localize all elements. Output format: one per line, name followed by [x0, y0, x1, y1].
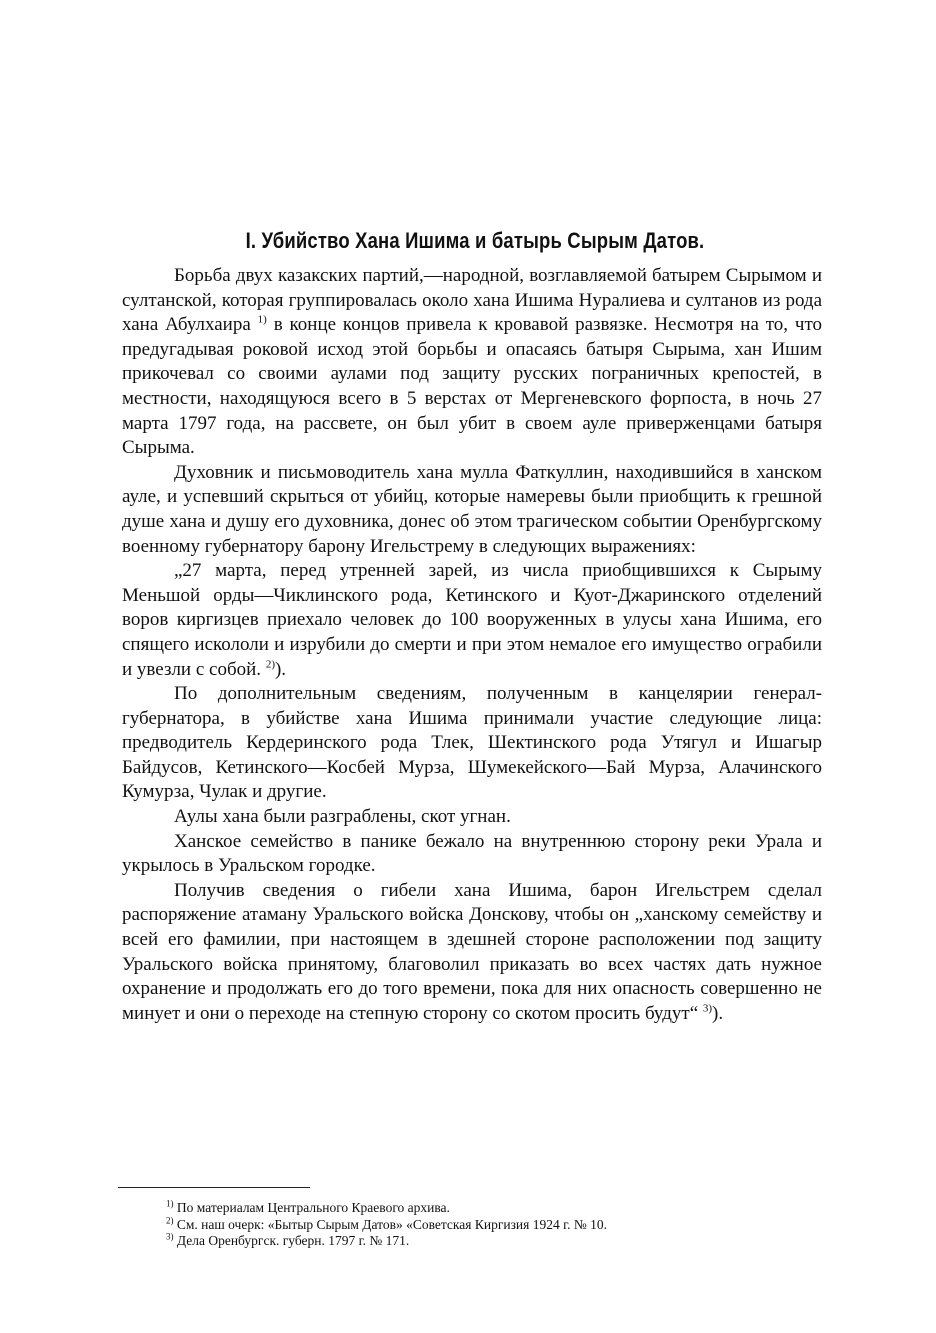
footnote-divider	[118, 1187, 310, 1188]
chapter-title: I. Убийство Хана Ишима и батырь Сырым Датов.	[245, 228, 705, 253]
paragraph-6: Ханское семейство в панике бежало на внутреннюю сторону реки Урала и укрылось в Уральском городке.	[122, 830, 822, 877]
paragraph-5: Аулы хана были разграблены, скот угнан.	[174, 806, 511, 828]
paragraph-7: Получив сведения о гибели хана Ишима, барон Игельстрем сделал распоряжение атаману Уральского войска Донскову, чтобы он „ханскому семейству и всей его фамилии, при настоящем в здешней стороне расположении под защиту Уральского войска принятому, благоволил приказать во всех частях дать нужное охранение и продолжать его до того времени, пока для них опасность совершенно не минует и они о переходе на степную сторону со скотом просить будут“ $^{3)}$).	[122, 879, 822, 1024]
footnote-ref-1: 1)	[257, 313, 267, 326]
main-text	[122, 264, 822, 1026]
footnote-2	[166, 1217, 846, 1234]
paragraph-1	[122, 264, 822, 461]
paragraph-4: По дополнительным сведениям, полученным в канцелярии генерал-губернатора, в убийстве хана Ишима принимали участие следующие лица: предводитель Кердеринского рода Тлек, Шектинского рода Утягул и Ишагыр Байдусов, Кетинского—Косбей Мурза, Шумекейского—Бай Мурза, Алачинского Кумурза, Чулак и другие.	[122, 683, 822, 803]
footnote-text: См. наш очерк: «Бытыр Сырым Датов» «Советская Киргизия 1924 г. № 10.	[176, 1216, 608, 1232]
footnote-marker: 3)	[166, 1231, 174, 1242]
quote-text: „27 марта, перед утренней зарей, из числа приобщившихся к Сырыму Меньшой орды—Чиклинского рода, Кетинского и Куот-Джаринского отделений воров киргизцев приехало человек до 100 вооруженных в улусы хана Ишима, его спящего искололи и изрубили до смерти и при этом немалое его имущество ограбили и увезли с собой.	[122, 560, 822, 680]
paragraph-3-quote: „27 марта, перед утренней зарей, из числа приобщившихся к Сырыму Меньшой орды—Чиклинского рода, Кетинского и Куот-Джаринского отделений воров киргизцев приехало человек до 100 вооруженных в улусы хана Ишима, его спящего искололи и изрубили до смерти и при этом немалое его имущество ограбили и увезли с собой. $^{2)}$).	[122, 560, 822, 680]
footnote-ref-2: 2)	[265, 658, 275, 671]
paragraph-text: в конце концов привела к кровавой развязке. Несмотря на то, что предугадывая роковой исход этой борьбы и опасаясь батыря Сырыма, хан Ишим прикочевал со своими аулами под защиту русских пограничных крепостей, в местности, находящуюся всего в 5 верстах от Мергеневского форпоста, в ночь 27 марта 1797 года, на рассвете, он был убит в своем ауле приверженцами батыря Сырыма.	[122, 314, 823, 459]
paragraph-text: Получив сведения о гибели хана Ишима, барон Игельстрем сделал распоряжение атаману Уральского войска Донскову, чтобы он „ханскому семейству и всей его фамилии, при настоящем в здешней стороне расположении под защиту Уральского войска принятому, благоволил приказать во всех частях дать нужное охранение и продолжать его до того времени, пока для них опасность совершенно не минует и они о переходе на степную сторону со скотом просить будут“	[122, 879, 822, 1024]
paragraph-2: Духовник и письмоводитель хана мулла Фаткуллин, находившийся в ханском ауле, и успевший скрыться от убийц, которые намеревы были приобщить к грешной душе хана и душу его духовника, донес об этом трагическом событии Оренбургскому военному губернатору барону Игельстрему в следующих выражениях:	[122, 461, 822, 557]
footnotes	[166, 1200, 846, 1250]
footnote-marker: 1)	[166, 1198, 174, 1209]
paragraph-text: Борьба двух казакских партий,—народной, возглавляемой батырем Сырымом и султанской, которая группировалась около хана Ишима Нуралиева и султанов из рода хана Абулхаира	[122, 265, 822, 336]
footnote-marker: 2)	[166, 1215, 174, 1225]
footnote-text: Дела Оренбургск. губерн. 1797 г. № 171.	[176, 1233, 410, 1248]
footnote-ref-3: 3)	[702, 1002, 713, 1015]
footnote-1	[166, 1200, 846, 1217]
footnote-3	[166, 1233, 846, 1250]
footnote-text: По материалам Центрального Краевого архива.	[176, 1200, 450, 1215]
